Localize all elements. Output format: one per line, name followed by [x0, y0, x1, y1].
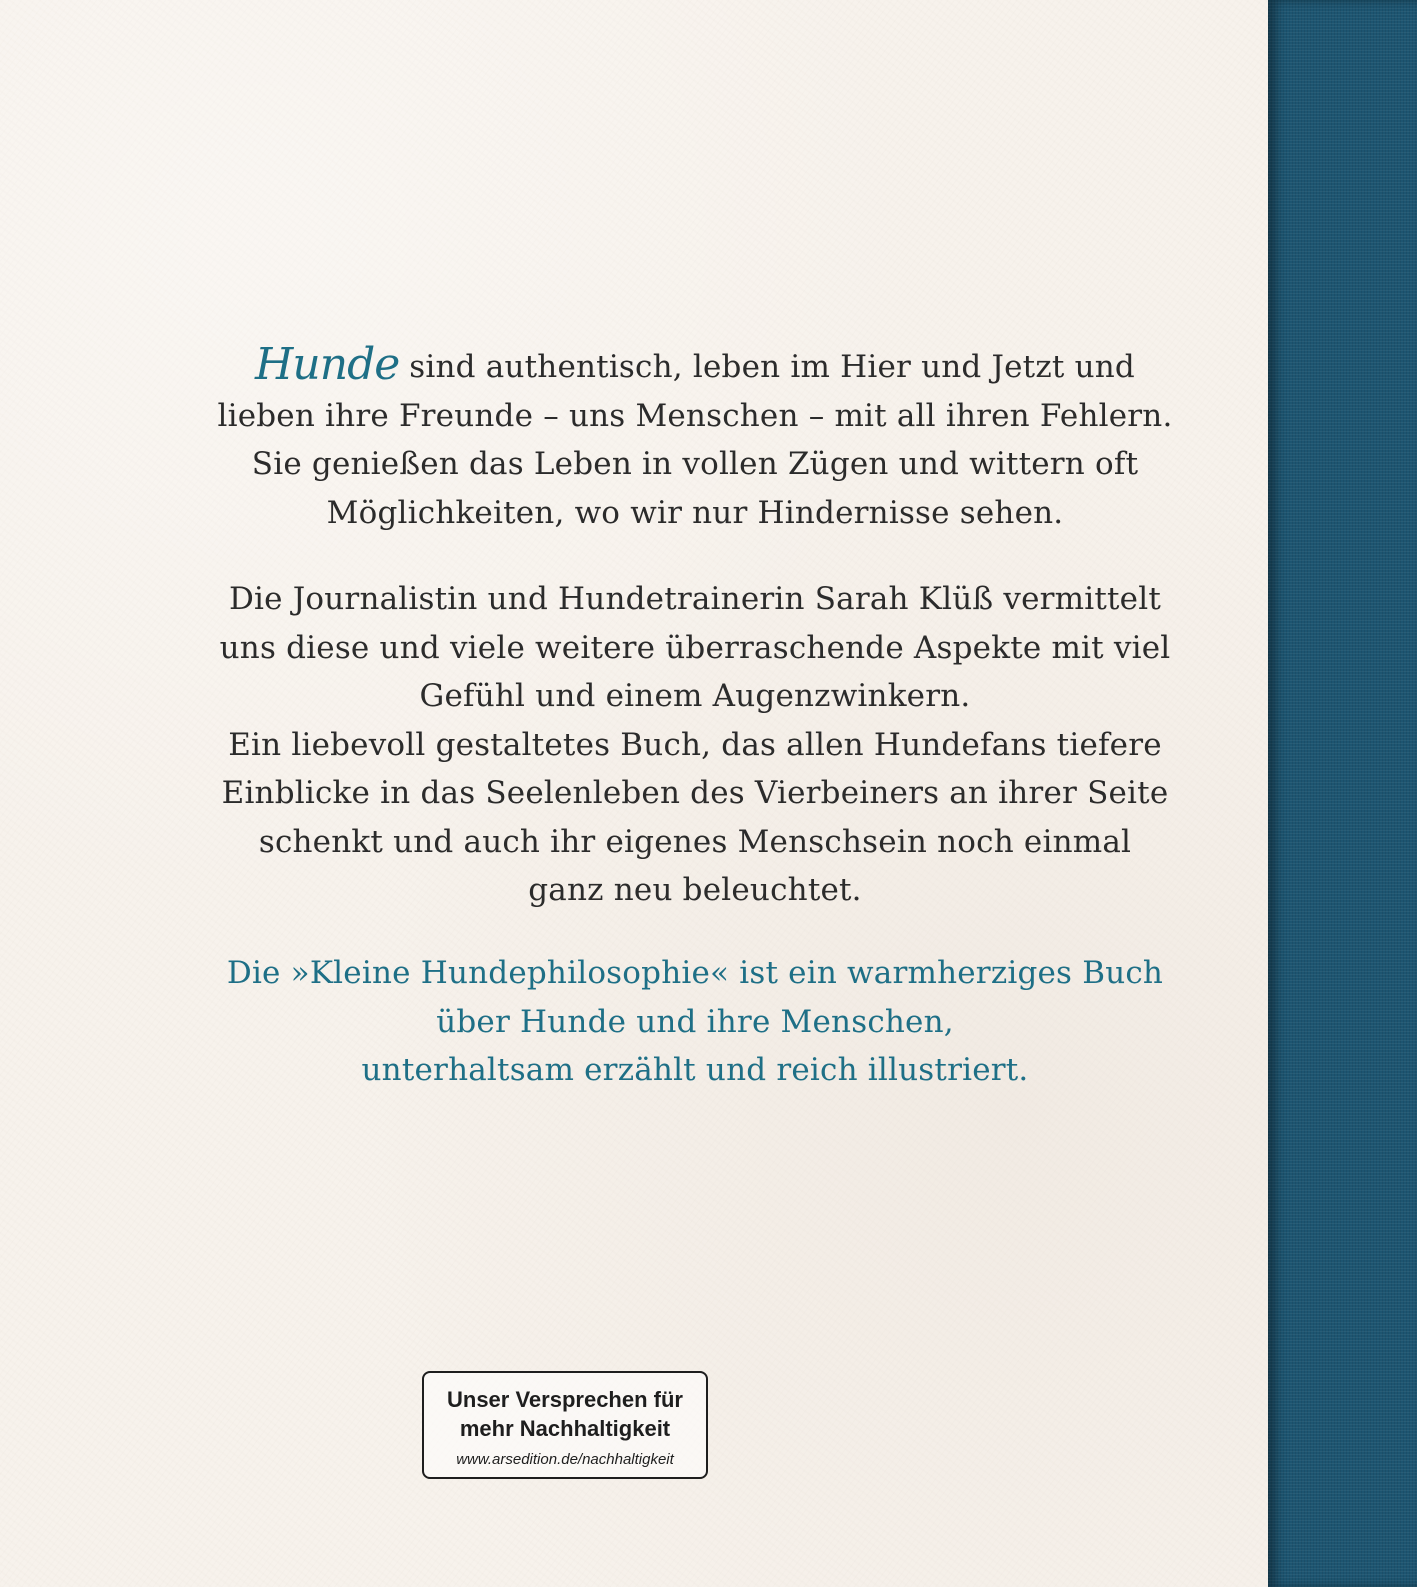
description-line-2: uns diese und viele weitere überraschende Aspekte mit viel — [219, 629, 1171, 666]
description-line-4: Ein liebevoll gestaltetes Buch, das allen Hundefans tiefere — [228, 726, 1162, 763]
summary-paragraph — [200, 949, 1190, 1095]
badge-title-line-2: mehr Nachhaltigkeit — [459, 1416, 671, 1441]
summary-line-3: unterhaltsam erzählt und reich illustriert. — [361, 1052, 1029, 1088]
badge-url: www.arsedition.de/nachhaltigkeit — [456, 1451, 674, 1468]
intro-line-3: Sie genießen das Leben in vollen Zügen und wittern oft — [251, 446, 1139, 482]
badge-title-line-1: Unser Versprechen für — [447, 1387, 683, 1412]
description-line-1: Die Journalistin und Hundetrainerin Sarah Klüß vermittelt — [229, 581, 1161, 617]
description-paragraph — [200, 575, 1190, 915]
summary-line-2: über Hunde und ihre Menschen, — [436, 1003, 954, 1040]
description-line-6: schenkt und auch ihr eigenes Menschsein noch einmal — [258, 823, 1132, 860]
summary-line-1: Die »Kleine Hundephilosophie« ist ein warmherziges Buch — [226, 955, 1164, 991]
book-spine — [1268, 0, 1417, 1587]
intro-line-4: Möglichkeiten, wo wir nur Hindernisse sehen. — [326, 494, 1064, 531]
description-line-5: Einblicke in das Seelenleben des Vierbeiners an ihrer Seite — [221, 775, 1169, 811]
intro-line-1 — [200, 339, 1190, 392]
sustainability-badge — [422, 1371, 708, 1479]
intro-line-2: lieben ihre Freunde – uns Menschen – mit all ihren Fehlern. — [217, 397, 1173, 434]
description-line-7: ganz neu beleuchtet. — [528, 872, 862, 908]
lead-word-script: Hunde — [255, 339, 400, 390]
intro-line-1-text: sind authentisch, leben im Hier und Jetzt und — [409, 349, 1135, 385]
description-line-3: Gefühl und einem Augenzwinkern. — [419, 678, 971, 714]
intro-paragraph — [200, 339, 1190, 537]
